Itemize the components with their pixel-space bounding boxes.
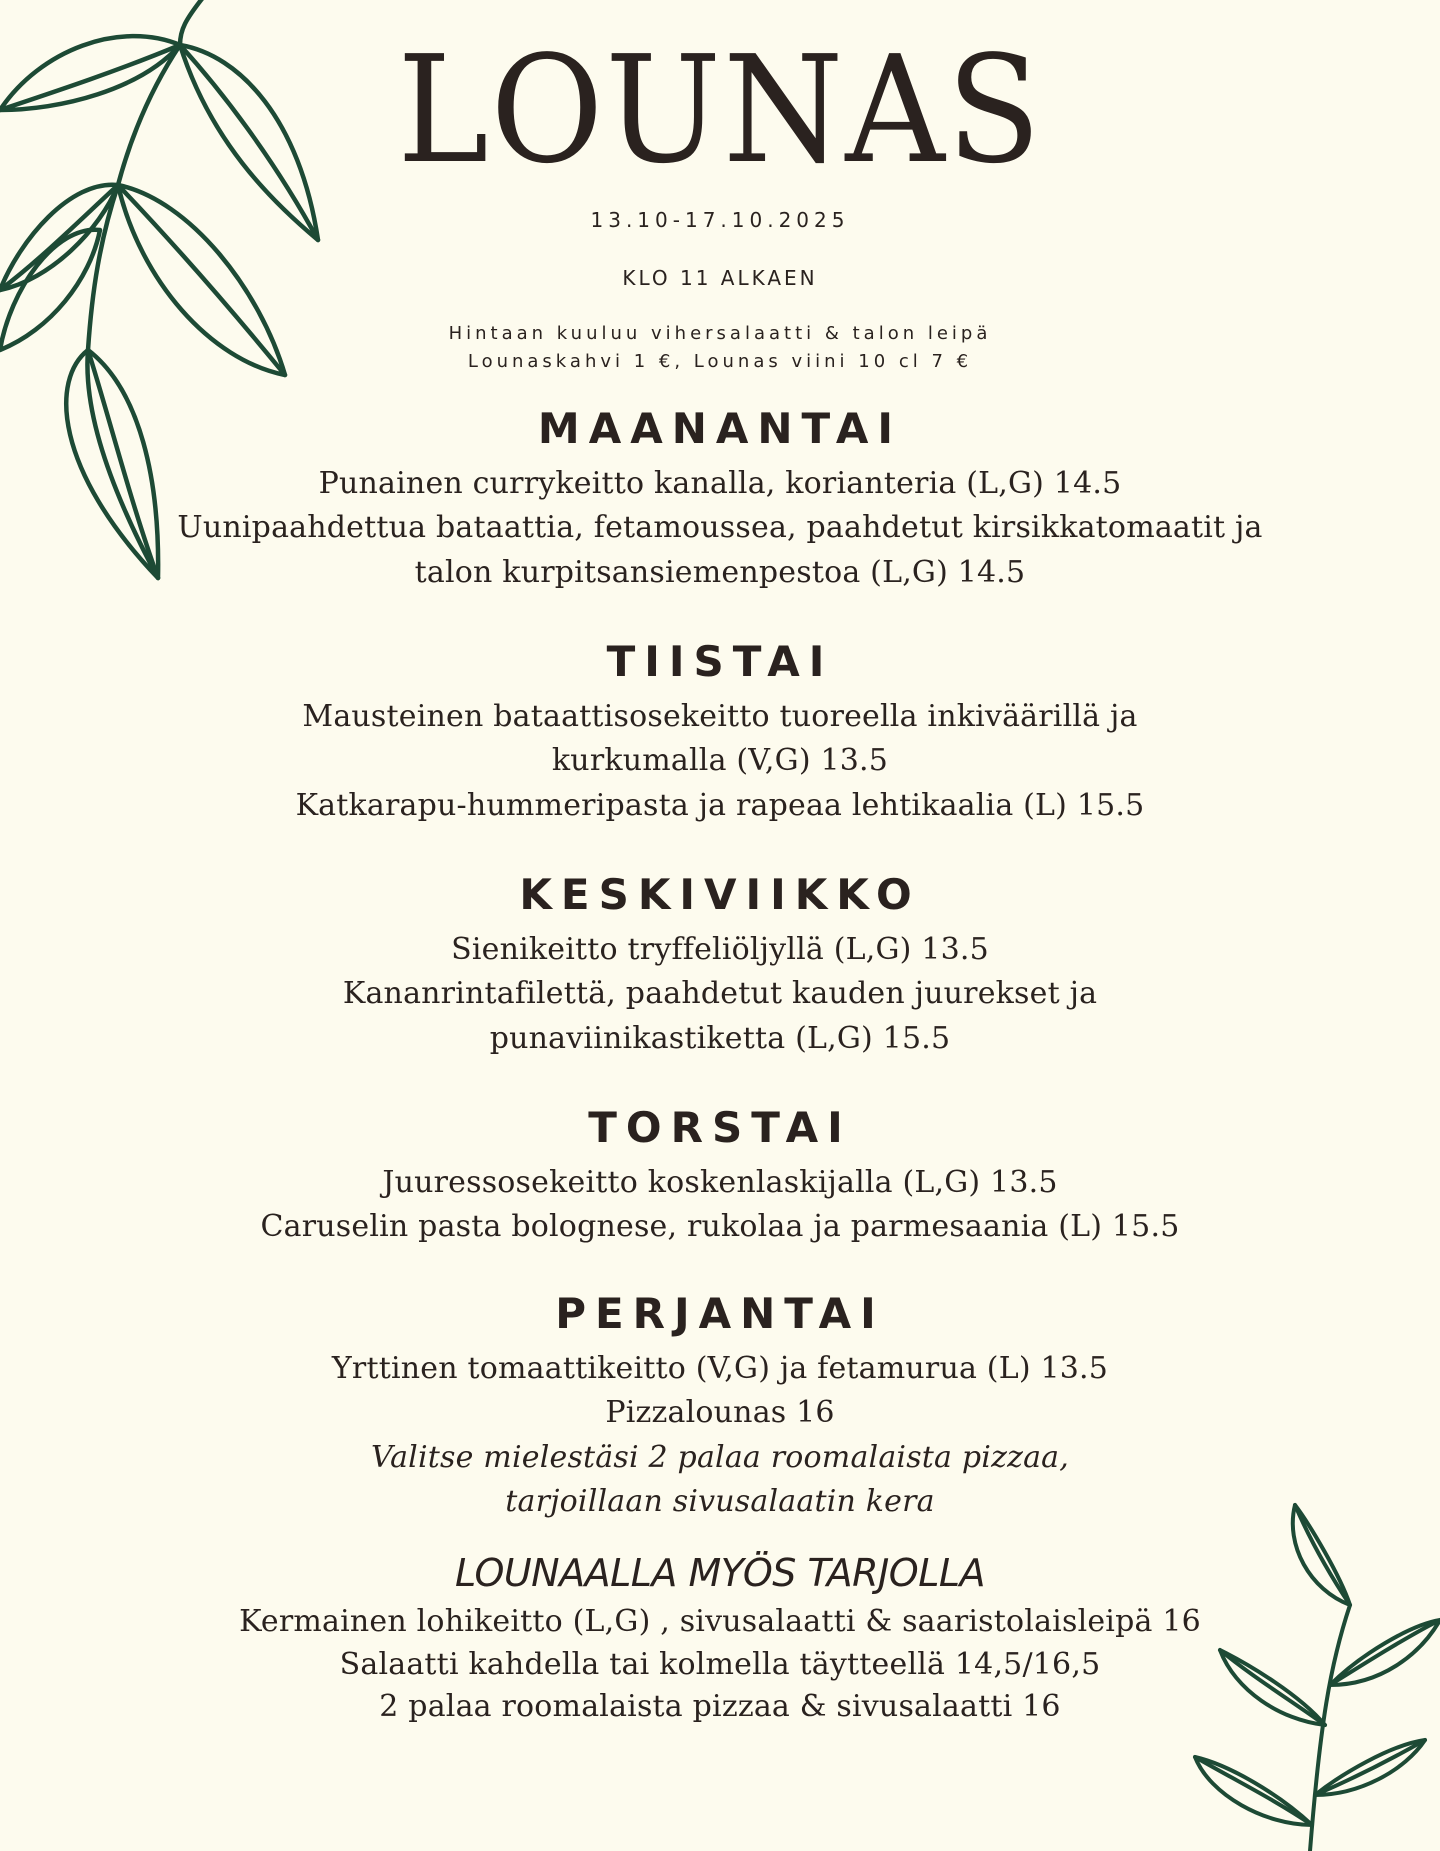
day-heading-tuesday: TIISTAI — [606, 637, 834, 686]
menu-item-monday-1: Punainen currykeitto kanalla, korianteria (L,G) 14.5 — [318, 466, 1122, 501]
day-heading-thursday: TORSTAI — [588, 1103, 852, 1152]
price-info-line-1: Hintaan kuuluu vihersalaatti & talon leipä — [448, 323, 992, 344]
menu-item-thursday-2: Caruselin pasta bolognese, rukolaa ja parmesaania (L) 15.5 — [260, 1209, 1180, 1244]
menu-item-tuesday-2: kurkumalla (V,G) 13.5 — [551, 743, 889, 778]
menu-item-friday-1: Yrttinen tomaattikeitto (V,G) ja fetamurua (L) 13.5 — [331, 1351, 1109, 1386]
price-info-line-2: Lounaskahvi 1 €, Lounas viini 10 cl 7 € — [467, 351, 973, 372]
menu-item-monday-3: talon kurpitsansiemenpestoa (L,G) 14.5 — [414, 555, 1026, 590]
menu-item-wednesday-3: punaviinikastiketta (L,G) 15.5 — [489, 1021, 951, 1056]
menu-item-monday-2: Uunipaahdettua bataattia, fetamoussea, paahdetut kirsikkatomaatit ja — [177, 510, 1263, 545]
day-heading-wednesday: KESKIVIIKKO — [519, 870, 921, 919]
menu-item-tuesday-3: Katkarapu-hummeripasta ja rapeaa lehtikaalia (L) 15.5 — [295, 788, 1145, 823]
date-range: 13.10-17.10.2025 — [590, 208, 850, 232]
extras-item-2: Salaatti kahdella tai kolmella täytteellä 14,5/16,5 — [339, 1647, 1101, 1682]
extras-item-1: Kermainen lohikeitto (L,G) , sivusalaatti & saaristolaisleipä 16 — [239, 1604, 1201, 1639]
menu-item-friday-2: Pizzalounas 16 — [605, 1395, 835, 1430]
day-heading-friday: PERJANTAI — [555, 1289, 885, 1338]
serving-time: KLO 11 ALKAEN — [622, 266, 818, 290]
menu-note-friday-2: tarjoillaan sivusalaatin kera — [505, 1484, 935, 1519]
menu-item-wednesday-1: Sienikeitto tryffeliöljyllä (L,G) 13.5 — [451, 932, 989, 967]
menu-item-wednesday-2: Kananrintafilettä, paahdetut kauden juurekset ja — [342, 976, 1098, 1011]
menu-item-tuesday-1: Mausteinen bataattisosekeitto tuoreella inkiväärillä ja — [302, 699, 1138, 734]
menu-item-thursday-1: Juuressosekeitto koskenlaskijalla (L,G) 13.5 — [382, 1165, 1058, 1200]
extras-heading: LOUNAALLA MYÖS TARJOLLA — [454, 1551, 986, 1595]
day-heading-monday: MAANANTAI — [537, 404, 903, 453]
extras-item-3: 2 palaa roomalaista pizzaa & sivusalaatti 16 — [379, 1689, 1061, 1724]
menu-note-friday-1: Valitse mielestäsi 2 palaa roomalaista pizzaa, — [370, 1440, 1069, 1475]
page-title: LOUNAS — [397, 24, 1043, 196]
